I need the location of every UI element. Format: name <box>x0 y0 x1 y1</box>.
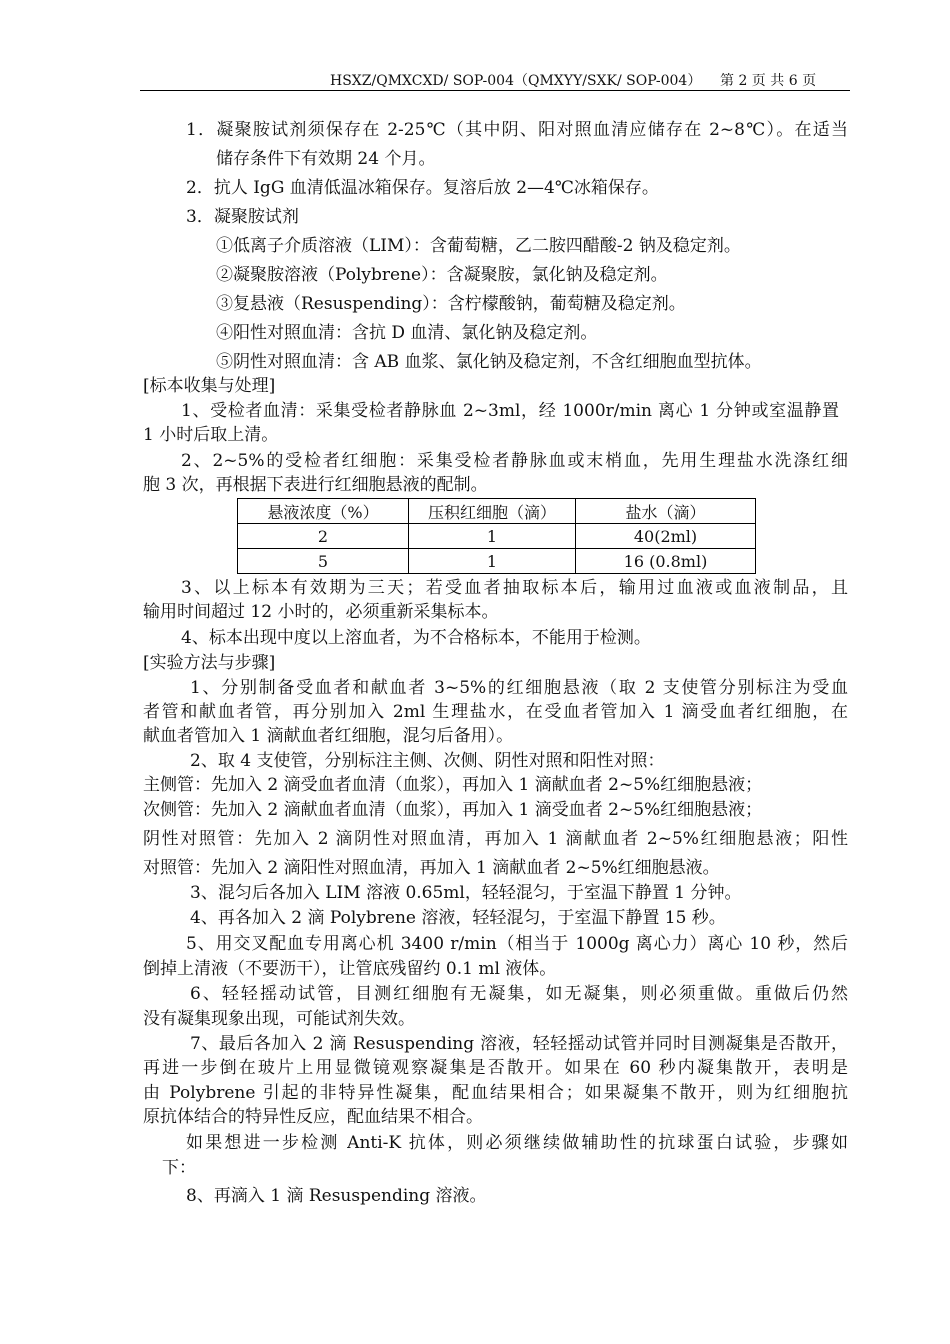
specimen-heading: [标本收集与处理] <box>143 376 276 396</box>
storage-item-1-line-1: 1．凝聚胺试剂须保存在 2-25℃（其中阴、阳对照血清应储存在 2~8℃）。在适当 <box>186 120 848 140</box>
reagent-component: ①低离子介质溶液（LIM）：含葡萄糖，乙二胺四醋酸-2 钠及稳定剂。 <box>216 236 741 256</box>
method-step-7-line-2: 再进一步倒在玻片上用显微镜观察凝集是否散开。如果在 60 秒内凝集散开，表明是 <box>143 1058 848 1078</box>
specimen-p3-line-2: 输用时间超过 12 小时的，必须重新采集标本。 <box>143 602 499 622</box>
reagent-component: ②凝聚胺溶液（Polybrene）：含凝聚胺，氯化钠及稳定剂。 <box>216 265 668 285</box>
storage-item-2: 2．抗人 IgG 血清低温冰箱保存。复溶后放 2—4℃冰箱保存。 <box>186 178 659 198</box>
method-step-6-line-2: 没有凝集现象出现，可能试剂失效。 <box>143 1009 415 1029</box>
method-step-1-line-3: 献血者管加入 1 滴献血者红细胞，混匀后备用）。 <box>143 726 514 746</box>
method-step-4: 4、再各加入 2 滴 Polybrene 溶液，轻轻混匀，于室温下静置 15 秒。 <box>190 908 726 928</box>
reagent-component: ⑤阴性对照血清：含 AB 血浆、氯化钠及稳定剂，不含红细胞血型抗体。 <box>216 352 762 372</box>
table-cell: 16 (0.8ml) <box>576 549 756 574</box>
table-header-cell: 悬液浓度（%） <box>238 499 409 524</box>
table-row <box>238 524 756 549</box>
table-header-cell: 压积红细胞（滴） <box>409 499 576 524</box>
control-tubes-line-2: 对照管：先加入 2 滴阳性对照血清，再加入 1 滴献血者 2~5%红细胞悬液。 <box>143 858 720 878</box>
method-step-3: 3、混匀后各加入 LIM 溶液 0.65ml，轻轻混匀，于室温下静置 1 分钟。 <box>190 883 742 903</box>
page-number: 第 2 页 共 6 页 <box>720 73 817 89</box>
reagent-component: ④阳性对照血清：含抗 D 血清、氯化钠及稳定剂。 <box>216 323 598 343</box>
anti-k-note-line-1: 如果想进一步检测 Anti-K 抗体，则必须继续做辅助性的抗球蛋白试验，步骤如 <box>186 1133 848 1153</box>
method-step-7-line-3: 由 Polybrene 引起的非特异性凝集，配血结果相合；如果凝集不散开，则为红细胞抗 <box>143 1083 848 1103</box>
table-cell: 1 <box>409 524 576 549</box>
method-step-5-line-2: 倒掉上清液（不要沥干），让管底残留约 0.1 ml 液体。 <box>143 959 557 979</box>
method-step-6-line-1: 6、轻轻摇动试管，目测红细胞有无凝集，如无凝集，则必须重做。重做后仍然 <box>190 984 848 1004</box>
specimen-p4: 4、标本出现中度以上溶血者，为不合格标本，不能用于检测。 <box>181 628 651 648</box>
control-tubes-line-1: 阴性对照管：先加入 2 滴阴性对照血清，再加入 1 滴献血者 2~5%红细胞悬液；阳性 <box>143 829 848 849</box>
storage-item-3: 3．凝聚胺试剂 <box>186 207 299 227</box>
method-step-2: 2、取 4 支使管，分别标注主侧、次侧、阴性对照和阳性对照： <box>190 751 665 771</box>
document-code: HSXZ/QMXCXD/ SOP-004（QMXYY/SXK/ SOP-004） <box>330 73 702 89</box>
specimen-p2-line-1: 2、2~5%的受检者红细胞：采集受检者静脉血或末梢血，先用生理盐水洗涤红细 <box>181 451 848 471</box>
specimen-p1-line-2: 1 小时后取上清。 <box>143 425 279 445</box>
specimen-p1-line-1: 1、受检者血清：采集受检者静脉血 2~3ml，经 1000r/min 离心 1 分钟或室温静置 <box>181 401 839 421</box>
specimen-p2-line-2: 胞 3 次，再根据下表进行红细胞悬液的配制。 <box>143 475 488 495</box>
method-step-1-line-1: 1、分别制备受血者和献血者 3~5%的红细胞悬液（取 2 支使管分别标注为受血 <box>190 678 848 698</box>
method-heading: [实验方法与步骤] <box>143 653 276 673</box>
method-step-8: 8、再滴入 1 滴 Resuspending 溶液。 <box>186 1186 487 1206</box>
method-step-7-line-4: 原抗体结合的特异性反应，配血结果不相合。 <box>143 1107 483 1127</box>
table-row <box>238 549 756 574</box>
page-header <box>140 66 850 91</box>
method-step-1-line-2: 者管和献血者管，再分别加入 2ml 生理盐水，在受血者管加入 1 滴受血者红细胞，在 <box>143 702 848 722</box>
table-cell: 40(2ml) <box>576 524 756 549</box>
table-cell: 1 <box>409 549 576 574</box>
method-step-5-line-1: 5、用交叉配血专用离心机 3400 r/min（相当于 1000g 离心力）离心 10 秒，然后 <box>186 934 848 954</box>
minor-side-tube: 次侧管：先加入 2 滴献血者血清（血浆），再加入 1 滴受血者 2~5%红细胞悬液； <box>143 800 763 820</box>
reagent-component: ③复悬液（Resuspending）：含柠檬酸钠，葡萄糖及稳定剂。 <box>216 294 686 314</box>
table-cell: 5 <box>238 549 409 574</box>
suspension-table <box>237 498 756 574</box>
storage-item-1-line-2: 储存条件下有效期 24 个月。 <box>216 149 436 169</box>
table-header-cell: 盐水（滴） <box>576 499 756 524</box>
anti-k-note-line-2: 下： <box>162 1158 196 1178</box>
table-cell: 2 <box>238 524 409 549</box>
main-side-tube: 主侧管：先加入 2 滴受血者血清（血浆），再加入 1 滴献血者 2~5%红细胞悬液； <box>143 775 763 795</box>
table-header-row <box>238 499 756 524</box>
specimen-p3-line-1: 3、以上标本有效期为三天；若受血者抽取标本后，输用过血液或血液制品，且 <box>181 578 848 598</box>
method-step-7-line-1: 7、最后各加入 2 滴 Resuspending 溶液，轻轻摇动试管并同时目测凝集是否散开， <box>190 1034 848 1054</box>
